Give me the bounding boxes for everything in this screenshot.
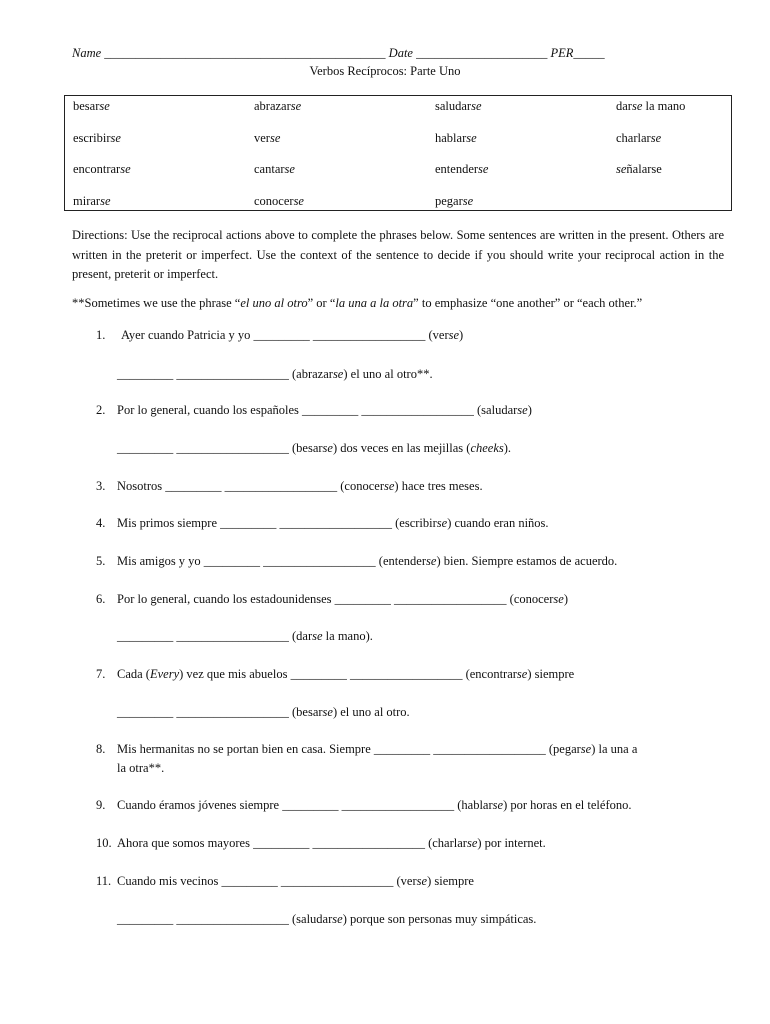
exercise-number: 1. (96, 328, 106, 342)
exercise-number: 4. (96, 516, 106, 530)
note-suffix: ” to emphasize “one another” or “each other.” (413, 296, 643, 310)
exercise-line[interactable]: Por lo general, cuando los estadounidenses _________ __________________ (conocerse) (117, 592, 568, 606)
exercise-line[interactable]: Cuando éramos jóvenes siempre _________ __________________ (hablarse) por horas en el teléfono. (117, 798, 632, 812)
exercise-number: 6. (96, 592, 106, 606)
word-bank-item: encontrarse (73, 162, 131, 176)
exercise-line-continued[interactable]: la otra**. (117, 761, 165, 775)
note-phrase-2: la una a la otra (335, 296, 414, 310)
per-field[interactable]: _____ (573, 46, 605, 60)
exercise-number: 5. (96, 554, 106, 568)
word-bank-item: abrazarse (254, 99, 302, 113)
word-bank-item: pegarse (435, 194, 474, 208)
date-label: Date (388, 46, 413, 60)
word-bank-item: conocerse (254, 194, 304, 208)
word-bank-item: escribirse (73, 131, 121, 145)
exercise-line[interactable]: Cuando mis vecinos _________ __________________ (verse) siempre (117, 874, 474, 888)
exercise-line-continued[interactable]: _________ __________________ (besarse) el uno al otro. (117, 705, 410, 719)
word-bank-item: saludarse (435, 99, 482, 113)
exercise-line[interactable]: Ayer cuando Patricia y yo _________ __________________ (verse) (121, 328, 464, 342)
note-mid: ” or “ (307, 296, 336, 310)
word-bank-item: señalarse (616, 162, 662, 176)
exercise-line[interactable]: Mis hermanitas no se portan bien en casa. Siempre _________ __________________ (pegarse) la una a (117, 742, 638, 756)
exercise-line-continued[interactable]: _________ __________________ (saludarse) porque son personas muy simpáticas. (117, 912, 537, 926)
exercise-line[interactable]: Nosotros _________ __________________ (conocerse) hace tres meses. (117, 479, 483, 493)
word-bank-item: mirarse (73, 194, 111, 208)
exercise-number: 10. (96, 836, 112, 850)
page-title: Verbos Recíprocos: Parte Uno (309, 64, 461, 78)
word-bank-item: entenderse (435, 162, 489, 176)
word-bank (64, 95, 732, 211)
name-field[interactable]: _____________________________________________ (104, 46, 386, 60)
per-label: PER (550, 46, 574, 60)
exercise-line[interactable]: Mis amigos y yo _________ __________________ (entenderse) bien. Siempre estamos de acuerdo. (117, 554, 618, 568)
exercise-number: 7. (96, 667, 106, 681)
emphasis-note (72, 296, 642, 311)
word-bank-item: charlarse (616, 131, 662, 145)
date-field[interactable]: _____________________ (416, 46, 548, 60)
word-bank-item: hablarse (435, 131, 477, 145)
note-prefix: **Sometimes we use the phrase “ (72, 296, 241, 310)
header-line (72, 46, 712, 61)
word-bank-item: cantarse (254, 162, 295, 176)
exercise-number: 3. (96, 479, 106, 493)
word-bank-item: darse la mano (616, 99, 686, 113)
exercise-line[interactable]: Cada (Every) vez que mis abuelos _________ __________________ (encontrarse) siempre (117, 667, 575, 681)
word-bank-item: verse (254, 131, 281, 145)
exercise-number: 8. (96, 742, 106, 756)
exercise-number: 11. (96, 874, 112, 888)
exercise-line[interactable]: Mis primos siempre _________ __________________ (escribirse) cuando eran niños. (117, 516, 549, 530)
exercise-line-continued[interactable]: _________ __________________ (abrazarse) el uno al otro**. (117, 367, 433, 381)
exercise-line[interactable]: Ahora que somos mayores _________ __________________ (charlarse) por internet. (117, 836, 546, 850)
exercise-line-continued[interactable]: _________ __________________ (besarse) dos veces en las mejillas (cheeks). (117, 441, 512, 455)
name-label: Name (72, 46, 102, 60)
word-bank-item: besarse (73, 99, 110, 113)
exercise-number: 9. (96, 798, 106, 812)
directions: Directions: Use the reciprocal actions above to complete the phrases below. Some sentences are written in the present. Others are written in the preterit or imperfect. Use the context of the sentence to decide if you should write your reciprocal action in the present, preterit or imperfect. (72, 228, 724, 281)
exercise-line-continued[interactable]: _________ __________________ (darse la mano). (117, 629, 373, 643)
exercise-number: 2. (96, 403, 106, 417)
note-phrase-1: el uno al otro (240, 296, 308, 310)
exercise-line[interactable]: Por lo general, cuando los españoles _________ __________________ (saludarse) (117, 403, 532, 417)
